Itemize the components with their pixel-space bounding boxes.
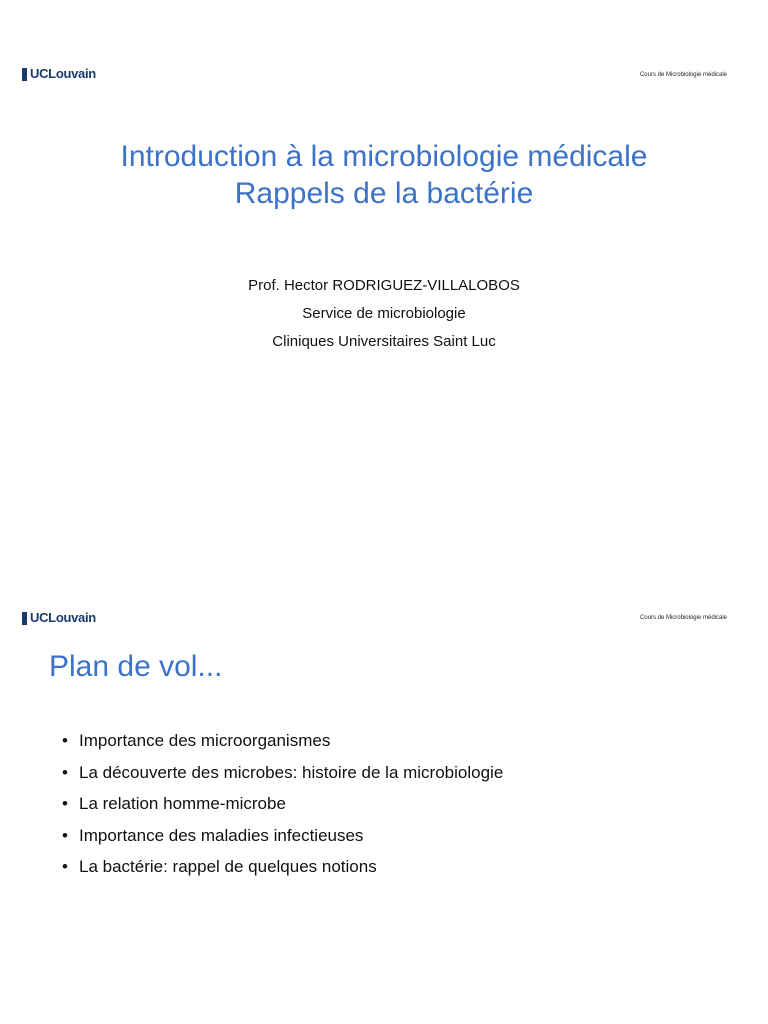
uclouvain-logo <box>22 67 96 81</box>
slide-outline <box>0 512 768 1024</box>
list-item <box>62 820 503 852</box>
bullet-icon: • <box>62 794 68 813</box>
list-item-text: La relation homme-microbe <box>79 794 286 813</box>
bullet-icon: • <box>62 825 68 845</box>
list-item-text: La bactérie: rappel de quelques notions <box>79 857 377 876</box>
list-item <box>62 788 503 820</box>
list-item-text: Importance des maladies infectieuses <box>79 825 364 845</box>
course-label: Cours de Microbiologie médicale <box>639 615 727 621</box>
uclouvain-logo <box>22 611 96 625</box>
slide-title-heading <box>0 138 768 212</box>
list-item-text: La découverte des microbes: histoire de la microbiologie <box>79 762 504 782</box>
outline-list <box>62 725 503 883</box>
title-line-2: Rappels de la bactérie <box>234 177 534 210</box>
course-label: Cours de Microbiologie médicale <box>639 72 727 78</box>
logo-mark-icon <box>22 68 27 81</box>
list-item <box>62 725 503 757</box>
logo-mark-icon <box>22 612 27 625</box>
author-block <box>0 272 768 356</box>
list-item <box>62 757 503 789</box>
outline-heading: Plan de vol... <box>49 650 223 683</box>
list-item <box>62 851 503 883</box>
author-name: Prof. Hector RODRIGUEZ-VILLALOBOS <box>248 277 520 294</box>
logo-text: UCLouvain <box>30 66 96 81</box>
author-department: Service de microbiologie <box>302 305 466 322</box>
bullet-icon: • <box>62 857 68 876</box>
title-line-1: Introduction à la microbiologie médicale <box>120 140 648 173</box>
author-institution: Cliniques Universitaires Saint Luc <box>272 333 496 350</box>
bullet-icon: • <box>62 762 68 782</box>
bullet-icon: • <box>62 731 68 750</box>
list-item-text: Importance des microorganismes <box>79 731 331 750</box>
logo-text: UCLouvain <box>30 610 96 625</box>
